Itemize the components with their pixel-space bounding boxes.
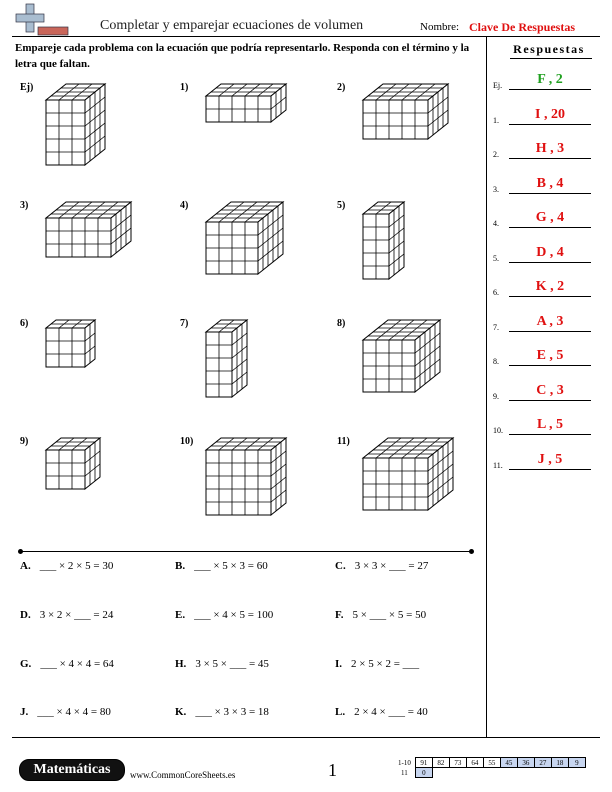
brand-badge: Matemáticas: [19, 759, 125, 781]
figure-label: Ej): [20, 82, 34, 93]
site-url: www.CommonCoreSheets.es: [130, 770, 236, 780]
answer-value: E , 5: [536, 348, 564, 363]
answer-number: 1.: [493, 115, 499, 125]
answer-row: [493, 245, 603, 265]
answer-number: 6.: [493, 288, 499, 297]
equation-f: [335, 609, 426, 621]
equation-b: [175, 560, 268, 572]
answer-line: [509, 262, 591, 263]
answer-value: D , 4: [536, 244, 564, 260]
cube-figure-6: [46, 320, 95, 367]
instructions: Empareje cada problema con la ecuación que podría representarlo. Responda con el término y la letra que faltan.: [15, 42, 470, 70]
equation-letter: A.: [20, 560, 31, 572]
stats-row2-label: 11: [401, 768, 408, 777]
figure-label: 3): [20, 200, 29, 211]
answer-row: [493, 141, 603, 161]
cube-figure-3: [46, 202, 131, 257]
equations-divider: [20, 551, 472, 552]
answer-value: A , 3: [536, 313, 564, 329]
cube-figure-8: [363, 320, 440, 392]
answer-number: 5.: [493, 253, 499, 263]
equation-j: [20, 706, 111, 718]
answer-value: C , 3: [536, 382, 564, 398]
answer-line: [509, 227, 591, 228]
equation-text: 3 × 2 × ___ = 24: [39, 609, 114, 621]
equation-l: [335, 706, 428, 718]
score-cell: 9: [568, 758, 585, 768]
answer-value: J , 5: [537, 451, 563, 467]
equation-letter: H.: [175, 658, 187, 670]
answer-line: [509, 331, 591, 332]
answer-number: 3.: [493, 184, 499, 194]
score-cell: 27: [534, 758, 551, 768]
name-value: Clave De Respuestas: [469, 20, 575, 34]
equation-g: [20, 658, 114, 670]
page-number: 1: [328, 760, 337, 780]
answer-line: [509, 158, 591, 159]
figure-label: 9): [20, 436, 29, 447]
equation-text: 3 × 5 × ___ = 45: [195, 658, 269, 670]
answer-number: 7.: [493, 322, 499, 332]
figure-label: 11): [337, 436, 350, 447]
equation-letter: C.: [335, 560, 346, 572]
equation-text: ___ × 5 × 3 = 60: [194, 560, 268, 572]
score-cell: 91: [415, 758, 432, 768]
answer-value: F , 2: [537, 72, 563, 87]
answer-row: [493, 210, 603, 230]
answer-row: [493, 452, 603, 472]
line-dot-right: [469, 549, 474, 554]
equation-letter: K.: [175, 706, 187, 718]
score-cell: 55: [483, 758, 500, 768]
cube-figure-2: [363, 84, 448, 139]
answer-number: Ej.: [493, 81, 503, 90]
figure-label: 8): [337, 318, 346, 329]
cube-figure-0: [46, 84, 105, 165]
equation-letter: F.: [335, 609, 344, 621]
figure-label: 4): [180, 200, 189, 211]
equation-letter: E.: [175, 609, 186, 621]
answer-value: G , 4: [535, 210, 565, 225]
answer-row: [493, 279, 603, 299]
answer-number: 11.: [493, 460, 503, 470]
answer-line: [509, 469, 591, 470]
score-cell: 82: [432, 758, 449, 768]
score-cell: 64: [466, 758, 483, 768]
answer-line: [509, 296, 591, 297]
answer-row: [493, 176, 603, 196]
equation-text: ___ × 3 × 3 = 18: [195, 706, 269, 718]
equation-i: [335, 658, 419, 670]
score-cell: 0: [415, 768, 432, 778]
answer-line: [509, 193, 591, 194]
equation-text: 5 × ___ × 5 = 50: [352, 609, 427, 621]
cube-figure-7: [206, 320, 247, 397]
figure-label: 1): [180, 82, 189, 93]
cube-figure-9: [46, 438, 100, 489]
answer-value: B , 4: [536, 175, 564, 191]
equation-letter: L.: [335, 706, 346, 718]
answer-value: L , 5: [536, 417, 564, 432]
cube-figure-4: [206, 202, 283, 274]
figure-label: 10): [180, 436, 194, 447]
answer-number: 8.: [493, 357, 499, 366]
equation-letter: I.: [335, 658, 343, 670]
equation-text: ___ × 4 × 4 = 64: [40, 658, 114, 670]
stats-row1-label: 1-10: [398, 758, 411, 767]
answer-number: 4.: [493, 219, 499, 228]
answer-value: H , 3: [535, 141, 565, 156]
equation-text: 2 × 5 × 2 = ___: [351, 658, 420, 670]
answers-title: Respuestas: [513, 42, 585, 56]
answer-line: [509, 365, 591, 366]
cube-figure-5: [363, 202, 404, 279]
cube-figure-11: [363, 438, 453, 510]
score-cell: 36: [517, 758, 534, 768]
answer-value: I , 20: [535, 106, 565, 122]
answer-line: [509, 434, 591, 435]
answer-line: [509, 400, 591, 401]
equation-text: ___ × 2 × 5 = 30: [39, 560, 114, 572]
worksheet-title: Completar y emparejar ecuaciones de volumen: [100, 18, 364, 33]
equation-text: 3 × 3 × ___ = 27: [354, 560, 429, 572]
answer-row: [493, 107, 603, 127]
answer-row: [493, 72, 603, 92]
equation-letter: B.: [175, 560, 186, 572]
equation-e: [175, 609, 273, 621]
answer-row: [493, 383, 603, 403]
equation-c: [335, 560, 428, 572]
equation-letter: J.: [20, 706, 29, 718]
cube-figure-10: [206, 438, 286, 515]
answer-value: K , 2: [535, 279, 565, 294]
answer-line: [509, 89, 591, 90]
equation-a: [20, 560, 113, 572]
equation-text: 2 × 4 × ___ = 40: [354, 706, 428, 718]
figure-label: 6): [20, 318, 29, 329]
answer-number: 10.: [493, 426, 503, 435]
answer-line: [509, 124, 591, 125]
score-table: [396, 757, 586, 778]
score-cell: 18: [551, 758, 568, 768]
equation-d: [20, 609, 113, 621]
score-cell: 45: [500, 758, 517, 768]
equation-text: ___ × 4 × 5 = 100: [194, 609, 274, 621]
equation-letter: D.: [20, 609, 31, 621]
equation-letter: G.: [20, 658, 32, 670]
figure-label: 7): [180, 318, 189, 329]
answer-row: [493, 314, 603, 334]
equation-h: [175, 658, 269, 670]
answer-row: [493, 417, 603, 437]
answer-number: 2.: [493, 150, 499, 159]
cube-figure-1: [206, 84, 286, 122]
figure-label: 2): [337, 82, 346, 93]
name-label: Nombre:: [420, 21, 460, 33]
equation-k: [175, 706, 269, 718]
figure-label: 5): [337, 200, 346, 211]
equation-text: ___ × 4 × 4 = 80: [37, 706, 111, 718]
answers-title-underline: [510, 58, 592, 59]
answer-row: [493, 348, 603, 368]
score-cell: 73: [449, 758, 466, 768]
answer-number: 9.: [493, 391, 499, 401]
